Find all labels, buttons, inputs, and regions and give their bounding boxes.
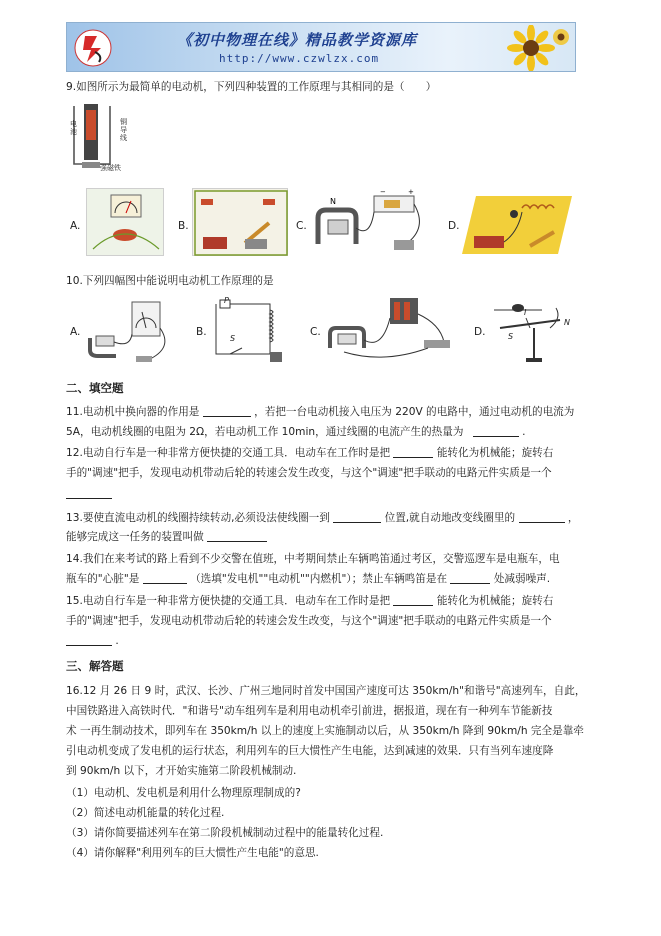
q10-d-i-label: I bbox=[524, 308, 527, 317]
q11-line1 bbox=[66, 405, 574, 420]
q9-stem: 9.如图所示为最简单的电动机，下列四种装置的工作原理与其相同的是（ ） bbox=[66, 81, 437, 93]
q15-text-b: 能转化为机械能；旋转右 bbox=[436, 595, 554, 607]
q9-option-b-figure[interactable] bbox=[192, 188, 288, 256]
svg-text:N: N bbox=[330, 197, 336, 206]
q16-line-1: 16.12 月 26 日 9 时，武汉、长沙、广州三地同时首发中国国产速度可达 350km/h"和谐号"高速列车，自此， bbox=[66, 685, 586, 697]
q16-sub-3: （3）请你简要描述列车在第二阶段机械制动过程中的能量转化过程. bbox=[66, 827, 384, 839]
banner-title: 《初中物理在线》精品教学资源库 bbox=[177, 31, 418, 49]
q16-line-4: 引电动机变成了发电机的运行状态，利用列车的巨大惯性产生电能，达到减速的效果．只有当列车速度降 bbox=[66, 745, 554, 757]
q11-blank-2[interactable] bbox=[473, 425, 519, 437]
q14-text-c: 处减弱噪声. bbox=[493, 573, 551, 585]
q11-blank-1[interactable] bbox=[203, 405, 251, 417]
q9-option-d-label[interactable]: D. bbox=[448, 220, 460, 232]
q10-option-d-label[interactable]: D. bbox=[474, 326, 486, 338]
q11-text-b: ，若把一台电动机接入电压为 220V 的电路中，通过电动机的电流为 bbox=[254, 406, 575, 418]
q11-text-a: 11.电动机中换向器的作用是 bbox=[66, 406, 200, 418]
q9-battery-label: 电池 bbox=[70, 120, 77, 136]
q10-option-a-label[interactable]: A. bbox=[70, 326, 81, 338]
q13-blank-2[interactable] bbox=[519, 511, 565, 523]
q9-option-c-label[interactable]: C. bbox=[296, 220, 307, 232]
q11-line2 bbox=[66, 425, 526, 440]
q15-line2: 手的"调速"把手，发现电动机带动后轮的转速会发生改变，与这个"调速"把手联动的电路元件实质是一个 bbox=[66, 615, 552, 627]
q9-magnet-label: 强磁铁 bbox=[100, 164, 121, 172]
q11-text-d: . bbox=[522, 426, 526, 438]
q14-text-b: （选填"发电机""电动机""内燃机"）；禁止车辆鸣笛是在 bbox=[190, 573, 448, 585]
q10-option-b-label[interactable]: B. bbox=[196, 326, 207, 338]
q10-b-s-label: S bbox=[230, 334, 236, 343]
svg-text:+: + bbox=[408, 188, 414, 196]
q9-motor-figure bbox=[66, 100, 146, 176]
q15-blank-2[interactable] bbox=[66, 634, 112, 646]
q10-d-n-label: N bbox=[564, 318, 570, 327]
q13-blank-3[interactable] bbox=[207, 530, 267, 542]
q14-blank-2[interactable] bbox=[450, 572, 490, 584]
q13-text-a: 13.要使直流电动机的线圈持续转动,必须设法使线圈一到 bbox=[66, 512, 330, 524]
q10-option-b-figure[interactable] bbox=[212, 296, 290, 368]
q14-line2 bbox=[66, 572, 550, 587]
q11-text-c: 5A，电动机线圈的电阻为 2Ω，若电动机工作 10min，通过线圈的电流产生的热量为 bbox=[66, 426, 464, 438]
header-banner bbox=[66, 22, 576, 72]
q14-text-a: 瓶车的"心脏"是 bbox=[66, 573, 140, 585]
q13-line2 bbox=[66, 530, 267, 545]
q9-wire-label: 铜导线 bbox=[120, 118, 127, 142]
q13-blank-1[interactable] bbox=[333, 511, 381, 523]
q10-stem: 10.下列四幅图中能说明电动机工作原理的是 bbox=[66, 275, 274, 287]
q12-text-b: 能转化为机械能；旋转右 bbox=[436, 447, 554, 459]
q9-option-a-figure[interactable] bbox=[86, 188, 164, 256]
q15-line3 bbox=[66, 634, 119, 649]
svg-text:−: − bbox=[380, 188, 386, 196]
q15-blank-1[interactable] bbox=[393, 594, 433, 606]
q16-line-5: 到 90km/h 以下，才开始实施第二阶段机械制动. bbox=[66, 765, 297, 777]
q13-line1 bbox=[66, 511, 578, 526]
q9-option-c-figure[interactable] bbox=[310, 188, 436, 258]
q12-line1 bbox=[66, 446, 553, 461]
q10-option-a-figure[interactable] bbox=[86, 298, 176, 368]
q10-option-c-figure[interactable] bbox=[324, 294, 460, 368]
q15-text-a: 15.电动自行车是一种非常方便快捷的交通工具．电动车在工作时是把 bbox=[66, 595, 391, 607]
q9-option-d-figure[interactable] bbox=[462, 192, 574, 262]
q12-line3 bbox=[66, 487, 112, 502]
q9-option-a-label[interactable]: A. bbox=[70, 220, 81, 232]
q12-blank-2[interactable] bbox=[66, 487, 112, 499]
q13-text-c: ， bbox=[567, 512, 579, 524]
q15-line1 bbox=[66, 594, 553, 609]
q10-b-p-label: P bbox=[224, 296, 229, 305]
q10-option-d-figure[interactable] bbox=[490, 298, 576, 368]
q16-line-3: 术 一再生制动技术，即列车在 350km/h 以上的速度上实施制动以后，从 350km/h 降到 90km/h 完全是靠牵 bbox=[66, 725, 584, 737]
q15-text-c: . bbox=[115, 635, 119, 647]
q14-blank-1[interactable] bbox=[143, 572, 187, 584]
q10-d-s-label: S bbox=[508, 332, 514, 341]
q9-option-b-label[interactable]: B. bbox=[178, 220, 189, 232]
q13-text-b: 位置,就自动地改变线圈里的 bbox=[384, 512, 516, 524]
banner-url[interactable]: http://www.czwlzx.com bbox=[219, 52, 380, 65]
q16-sub-4: （4）请你解释"利用列车的巨大惯性产生电能"的意思. bbox=[66, 847, 319, 859]
section-title-answer: 三、解答题 bbox=[66, 659, 124, 673]
q12-text-a: 12.电动自行车是一种非常方便快捷的交通工具．电动车在工作时是把 bbox=[66, 447, 391, 459]
sunflower-icon bbox=[501, 25, 571, 71]
q16-sub-1: （1）电动机、发电机是利用什么物理原理制成的? bbox=[66, 787, 301, 799]
q14-line1: 14.我们在来考试的路上看到不少交警在值班，中考期间禁止车辆鸣笛通过考区，交警巡逻车是电瓶车，电 bbox=[66, 553, 560, 565]
q16-sub-2: （2）简述电动机能量的转化过程. bbox=[66, 807, 225, 819]
q16-line-2: 中国铁路进入高铁时代．"和谐号"动车组列车是利用电动机牵引前进，据报道，现在有一种列车节能新技 bbox=[66, 705, 553, 717]
logo-icon bbox=[73, 28, 113, 68]
q10-option-c-label[interactable]: C. bbox=[310, 326, 321, 338]
q13-text-d: 能够完成这一任务的装置叫做 bbox=[66, 531, 204, 543]
section-title-fill-in: 二、填空题 bbox=[66, 381, 124, 395]
q12-line2: 手的"调速"把手，发现电动机带动后轮的转速会发生改变，与这个"调速"把手联动的电路元件实质是一个 bbox=[66, 467, 552, 479]
q12-blank-1[interactable] bbox=[393, 446, 433, 458]
